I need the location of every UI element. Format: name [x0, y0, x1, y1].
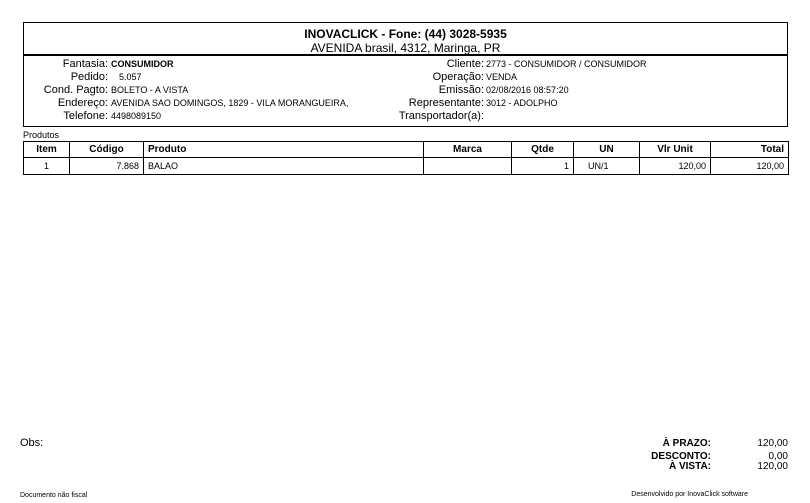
a-vista-value: 120,00	[757, 461, 788, 472]
cell-marca	[424, 158, 512, 175]
cell-qtde: 1	[512, 158, 574, 175]
products-section-label: Produtos	[23, 130, 60, 140]
transportador-label: Transportador(a):	[398, 110, 484, 122]
company-title: INOVACLICK - Fone: (44) 3028-5935	[304, 27, 507, 41]
cliente-label: Cliente:	[446, 58, 484, 70]
endereco-label: Endereço:	[57, 97, 108, 109]
cond-pagto-label: Cond. Pagto:	[43, 84, 108, 96]
obs-label: Obs:	[20, 437, 44, 449]
col-header-un: UN	[574, 142, 640, 158]
a-prazo-label: À PRAZO:	[662, 438, 711, 449]
a-prazo-value: 120,00	[757, 438, 788, 449]
desconto-label: DESCONTO:	[651, 451, 711, 462]
col-header-qtde: Qtde	[512, 142, 574, 158]
cond-pagto-value: BOLETO - A VISTA	[111, 85, 189, 95]
developer-note: Desenvolvido por InovaClick software	[631, 491, 748, 498]
pedido-label: Pedido:	[70, 71, 108, 83]
endereco-value: AVENIDA SAO DOMINGOS, 1829 - VILA MORANGUEIRA,	[111, 98, 349, 108]
fantasia-value: CONSUMIDOR	[111, 59, 174, 69]
table-row	[24, 158, 789, 175]
header-box	[23, 22, 788, 55]
cell-item: 1	[24, 158, 70, 175]
desconto-value: 0,00	[768, 451, 788, 462]
operacao-label: Operação:	[432, 71, 484, 83]
representante-label: Representante:	[408, 97, 484, 109]
col-header-vlr-unit: Vlr Unit	[640, 142, 711, 158]
company-address: AVENIDA brasil, 4312, Maringa, PR	[310, 41, 501, 55]
cell-vlr-unit: 120,00	[640, 158, 711, 175]
col-header-total: Total	[711, 142, 789, 158]
col-header-produto: Produto	[144, 142, 424, 158]
info-box	[23, 55, 788, 127]
emissao-label: Emissão:	[438, 84, 484, 96]
a-vista-label: À VISTA:	[668, 461, 711, 472]
col-header-item: Item	[24, 142, 70, 158]
products-table	[23, 141, 789, 175]
cliente-value: 2773 - CONSUMIDOR / CONSUMIDOR	[486, 59, 647, 69]
pedido-value: 5.057	[119, 72, 142, 82]
emissao-value: 02/08/2016 08:57:20	[486, 85, 569, 95]
cell-un: UN/1	[574, 158, 640, 175]
cell-total: 120,00	[711, 158, 789, 175]
operacao-value: VENDA	[486, 72, 518, 82]
representante-value: 3012 - ADOLPHO	[486, 98, 558, 108]
telefone-label: Telefone:	[63, 110, 108, 122]
col-header-marca: Marca	[424, 142, 512, 158]
non-fiscal-note: Documento não fiscal	[20, 492, 88, 499]
table-header-row	[24, 142, 789, 158]
telefone-value: 4498089150	[111, 111, 162, 121]
col-header-codigo: Código	[70, 142, 144, 158]
fantasia-label: Fantasia:	[62, 58, 108, 70]
cell-codigo: 7.868	[70, 158, 144, 175]
cell-produto: BALAO	[144, 158, 424, 175]
